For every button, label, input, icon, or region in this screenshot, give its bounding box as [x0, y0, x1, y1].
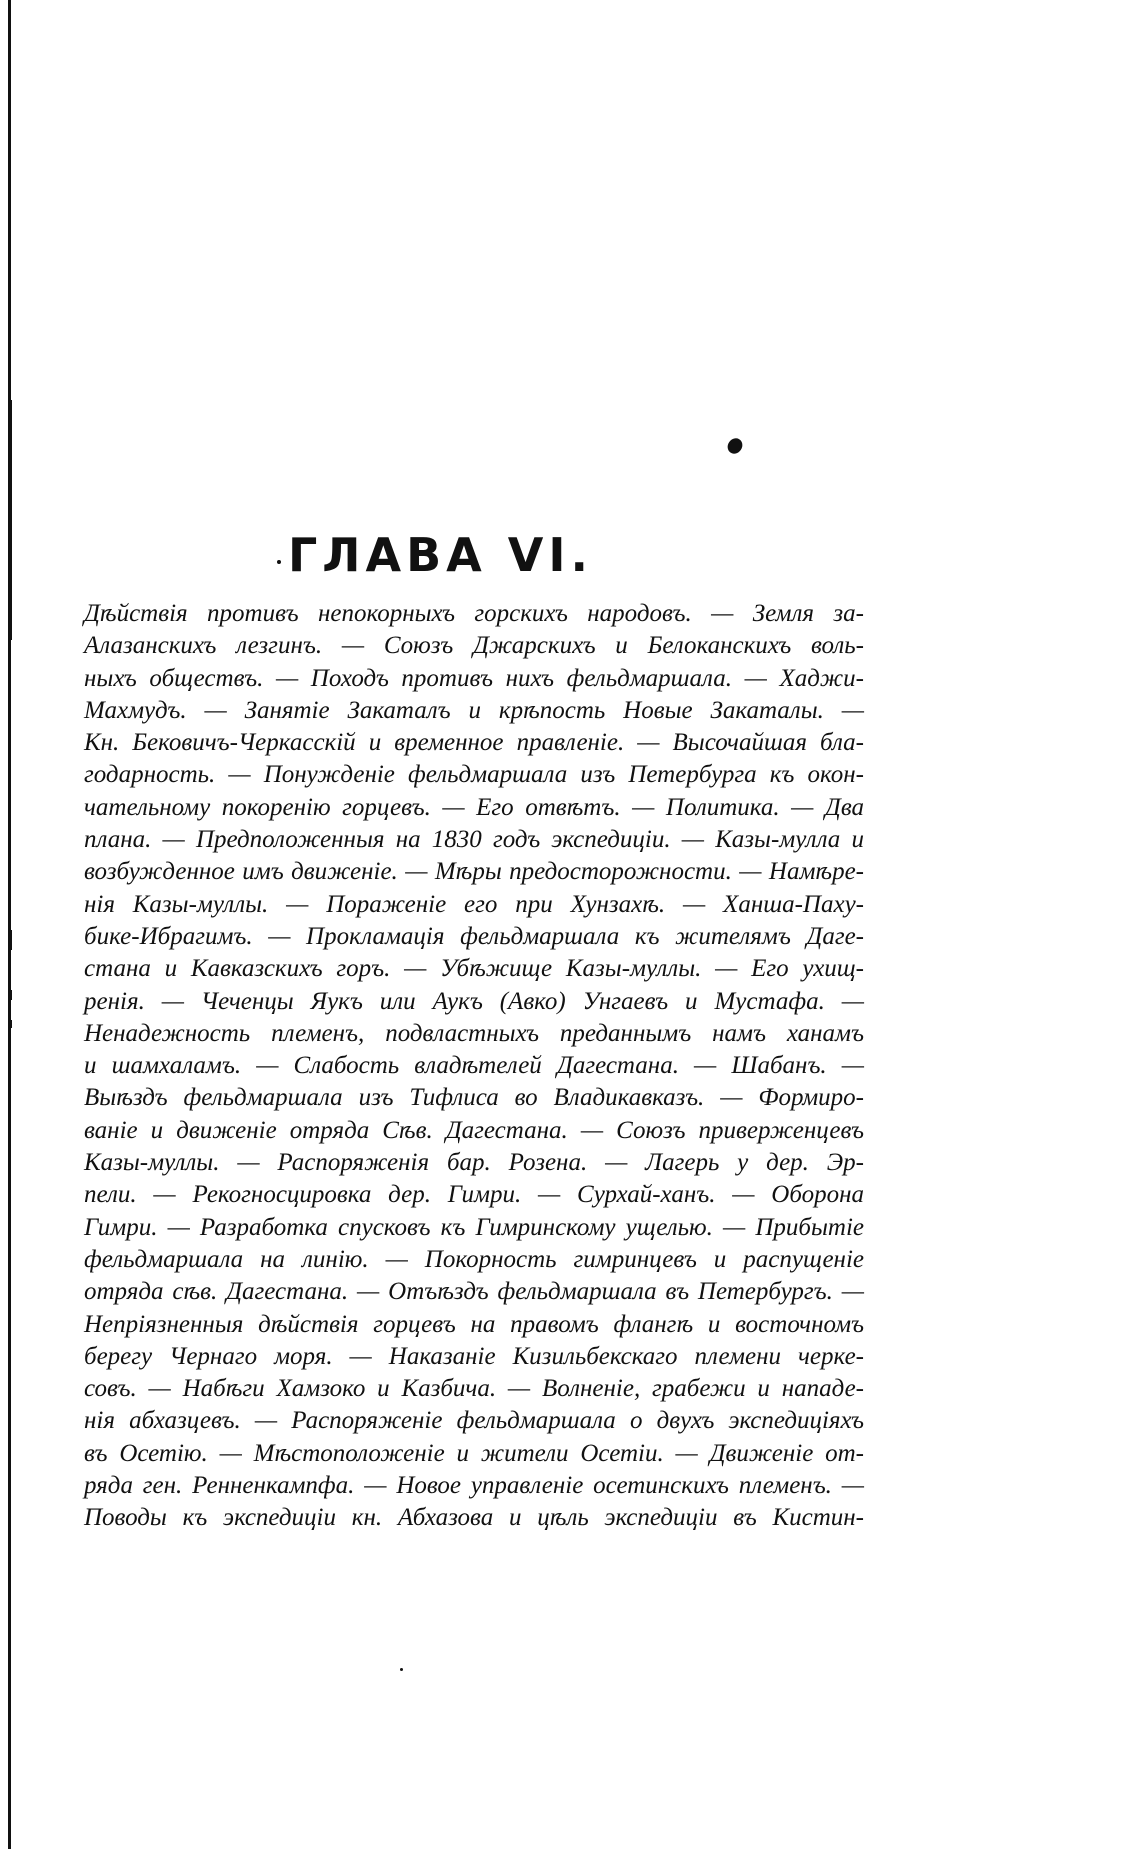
scan-edge-mark — [9, 400, 12, 640]
summary-line: берегу Чернаго моря. — Наказаніе Кизильбекскаго племени черке- — [84, 1342, 864, 1370]
summary-line: отряда сѣв. Дагестана. — Отъѣздъ фельдмаршала въ Петербургъ. — — [84, 1278, 864, 1306]
summary-line: Поводы къ экспедиціи кн. Абхазова и цѣль экспедиціи въ Кистин- — [84, 1504, 864, 1532]
summary-line: ваніе и движеніе отряда Сѣв. Дагестана. — Союзъ приверженцевъ — [84, 1116, 864, 1144]
summary-line: Кн. Бековичъ-Черкасскій и временное правленіе. — Высочайшая бла- — [84, 729, 864, 757]
summary-line: и шамхаламъ. — Слабость владѣтелей Дагестана. — Шабанъ. — — [84, 1052, 864, 1080]
summary-line: совъ. — Набѣги Хамзоко и Казбича. — Волненіе, грабежи и нападе- — [84, 1375, 864, 1403]
summary-line: возбужденное имъ движеніе. — Мѣры предосторожности. — Намѣре- — [84, 858, 864, 886]
summary-line: Дѣйствія противъ непокорныхъ горскихъ народовъ. — Земля за- — [84, 600, 864, 627]
summary-line: ряда ген. Ренненкампфа. — Новое управленіе осетинскихъ племенъ. — — [84, 1472, 864, 1500]
summary-line: нія абхазцевъ. — Распоряженіе фельдмаршала о двухъ экспедиціяхъ — [84, 1407, 864, 1435]
summary-line: ныхъ обществъ. — Походъ противъ нихъ фельдмаршала. — Хаджи- — [84, 664, 864, 692]
scan-edge-mark — [9, 990, 12, 1000]
ink-speck — [277, 560, 281, 564]
page-edge-line — [8, 0, 11, 1849]
summary-line: Алазанскихъ лезгинъ. — Союзъ Джарскихъ и Белоканскихъ воль- — [84, 632, 864, 660]
summary-line: Махмудъ. — Занятіе Закаталъ и крѣпость Новые Закаталы. — — [84, 696, 864, 724]
ink-speck — [725, 435, 746, 456]
summary-line: пели. — Рекогносцировка дер. Гимри. — Сурхай-ханъ. — Оборона — [84, 1181, 864, 1209]
scan-edge-mark — [9, 930, 12, 950]
summary-line: Гимри. — Разработка спусковъ къ Гимринскому ущелью. — Прибытіе — [84, 1213, 864, 1241]
summary-line: Казы-муллы. — Распоряженія бар. Розена. — Лагерь у дер. Эр- — [84, 1149, 864, 1177]
summary-line: Ненадежность племенъ, подвластныхъ преданнымъ намъ ханамъ — [84, 1019, 864, 1047]
summary-line: въ Осетію. — Мѣстоположеніе и жители Осетіи. — Движеніе от- — [84, 1439, 864, 1467]
chapter-summary — [84, 598, 864, 1535]
summary-line: фельдмаршала на линію. — Покорность гимринцевъ и распущеніе — [84, 1245, 864, 1273]
summary-line: годарность. — Понужденіе фельдмаршала изъ Петербурга къ окон- — [84, 761, 864, 789]
summary-line: ренія. — Чеченцы Яукъ или Аукъ (Авко) Унгаевъ и Мустафа. — — [84, 987, 864, 1015]
summary-line: стана и Кавказскихъ горъ. — Убѣжище Казы-муллы. — Его ухищ- — [84, 955, 864, 983]
scan-edge-mark — [9, 1020, 12, 1028]
summary-line: бике-Ибрагимъ. — Прокламація фельдмаршала къ жителямъ Даге- — [84, 922, 864, 950]
chapter-title: ГЛАВА VI. — [288, 528, 593, 582]
summary-line: плана. — Предположенныя на 1830 годъ экспедиціи. — Казы-мулла и — [84, 826, 864, 854]
summary-line: чательному покоренію горцевъ. — Его отвѣтъ. — Политика. — Два — [84, 793, 864, 821]
summary-line: нія Казы-муллы. — Пораженіе его при Хунзахѣ. — Ханша-Паху- — [84, 890, 864, 918]
summary-line: Непріязненныя дѣйствія горцевъ на правомъ флангѣ и восточномъ — [84, 1310, 864, 1338]
summary-line: Выѣздъ фельдмаршала изъ Тифлиса во Владикавказъ. — Формиро- — [84, 1084, 864, 1112]
ink-speck — [400, 1668, 403, 1671]
